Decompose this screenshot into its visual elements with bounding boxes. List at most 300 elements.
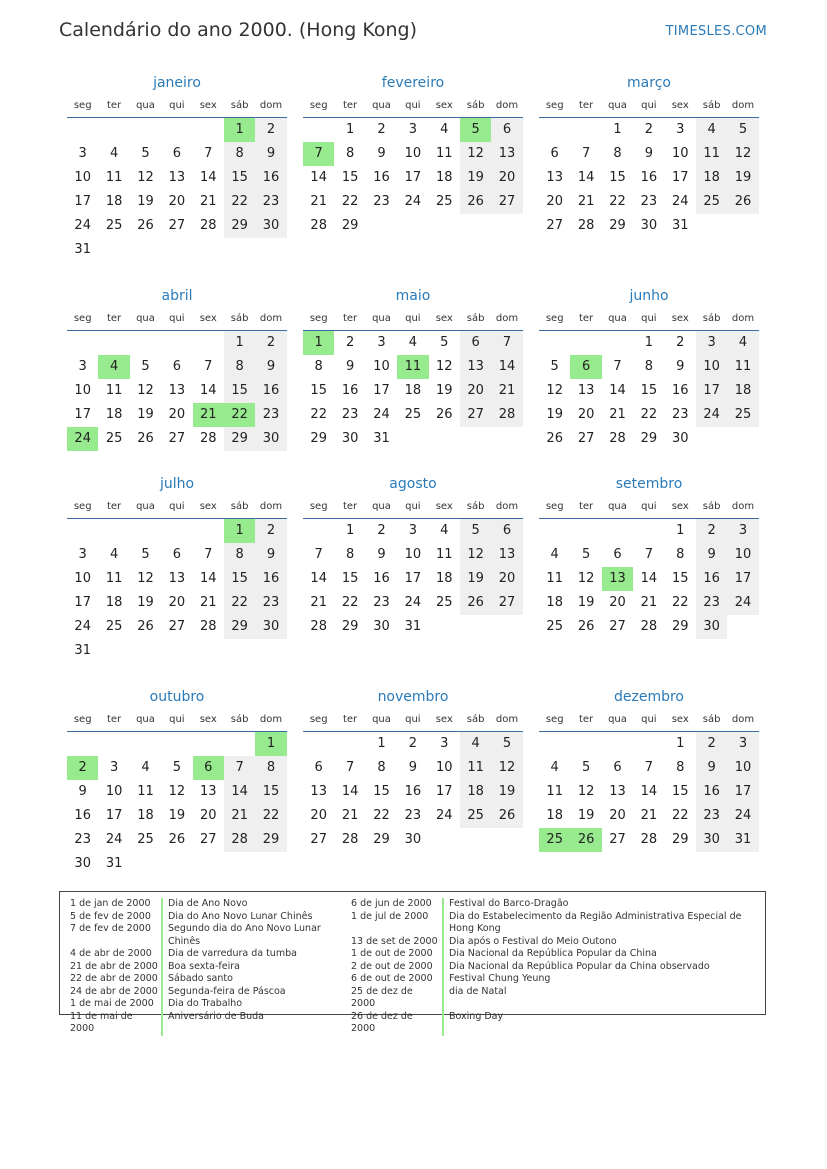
day-cell[interactable]: 4: [727, 331, 758, 355]
day-cell[interactable]: 5: [581, 547, 591, 562]
day-cell[interactable]: 31: [74, 643, 91, 658]
day-cell[interactable]: 3: [440, 736, 449, 751]
day-cell[interactable]: 13: [491, 543, 522, 567]
day-cell[interactable]: 29: [609, 218, 626, 233]
day-cell[interactable]: 12: [546, 383, 563, 398]
day-cell[interactable]: 18: [105, 595, 123, 610]
day-cell[interactable]: 4: [440, 523, 449, 538]
day-cell[interactable]: 9: [696, 543, 727, 567]
day-cell[interactable]: 20: [577, 407, 595, 422]
day-cell[interactable]: 26: [546, 431, 563, 446]
day-cell[interactable]: 18: [546, 595, 563, 610]
day-cell[interactable]: 15: [341, 170, 359, 185]
day-cell[interactable]: 10: [696, 355, 727, 379]
day-cell[interactable]: 10: [74, 571, 91, 586]
day-cell[interactable]: 2: [377, 122, 386, 137]
day-cell[interactable]: 19: [168, 808, 186, 823]
day-cell[interactable]: 3: [696, 331, 727, 355]
day-cell[interactable]: 24: [74, 619, 91, 634]
day-cell[interactable]: 18: [546, 808, 563, 823]
day-cell[interactable]: 11: [435, 547, 453, 562]
day-cell[interactable]: 10: [727, 543, 758, 567]
day-cell[interactable]: 4: [550, 547, 559, 562]
holiday-day-cell[interactable]: 2: [67, 756, 98, 780]
day-cell[interactable]: 17: [74, 407, 91, 422]
day-cell[interactable]: 19: [137, 595, 154, 610]
day-cell[interactable]: 27: [168, 218, 186, 233]
day-cell[interactable]: 14: [577, 170, 595, 185]
day-cell[interactable]: 8: [224, 355, 255, 379]
day-cell[interactable]: 11: [460, 756, 491, 780]
day-cell[interactable]: 24: [404, 595, 422, 610]
day-cell[interactable]: 5: [172, 760, 181, 775]
day-cell[interactable]: 14: [199, 571, 217, 586]
day-cell[interactable]: 19: [137, 194, 154, 209]
day-cell[interactable]: 1: [644, 335, 653, 350]
day-cell[interactable]: 12: [460, 543, 491, 567]
day-cell[interactable]: 12: [137, 170, 154, 185]
day-cell[interactable]: 12: [460, 142, 491, 166]
day-cell[interactable]: 19: [577, 595, 595, 610]
day-cell[interactable]: 20: [609, 595, 626, 610]
day-cell[interactable]: 27: [577, 431, 595, 446]
day-cell[interactable]: 26: [168, 832, 186, 847]
day-cell[interactable]: 30: [404, 832, 422, 847]
day-cell[interactable]: 11: [105, 383, 123, 398]
day-cell[interactable]: 21: [640, 595, 658, 610]
day-cell[interactable]: 22: [341, 595, 359, 610]
day-cell[interactable]: 4: [460, 732, 491, 756]
day-cell[interactable]: 9: [78, 784, 87, 799]
day-cell[interactable]: 2: [696, 732, 727, 756]
day-cell[interactable]: 13: [546, 170, 563, 185]
day-cell[interactable]: 3: [78, 146, 87, 161]
day-cell[interactable]: 29: [224, 427, 255, 451]
day-cell[interactable]: 22: [373, 808, 390, 823]
day-cell[interactable]: 2: [255, 331, 286, 355]
day-cell[interactable]: 20: [460, 379, 491, 403]
day-cell[interactable]: 27: [546, 218, 563, 233]
day-cell[interactable]: 25: [460, 804, 491, 828]
day-cell[interactable]: 27: [491, 591, 522, 615]
day-cell[interactable]: 8: [377, 760, 386, 775]
day-cell[interactable]: 5: [460, 519, 491, 543]
day-cell[interactable]: 14: [199, 383, 217, 398]
day-cell[interactable]: 28: [199, 431, 217, 446]
day-cell[interactable]: 12: [491, 756, 522, 780]
day-cell[interactable]: 2: [255, 519, 286, 543]
holiday-day-cell[interactable]: 1: [303, 331, 334, 355]
holiday-day-cell[interactable]: 6: [193, 756, 224, 780]
day-cell[interactable]: 16: [74, 808, 91, 823]
day-cell[interactable]: 28: [310, 619, 327, 634]
day-cell[interactable]: 9: [255, 543, 286, 567]
day-cell[interactable]: 2: [408, 736, 417, 751]
day-cell[interactable]: 22: [671, 595, 689, 610]
day-cell[interactable]: 27: [491, 190, 522, 214]
day-cell[interactable]: 12: [137, 383, 154, 398]
day-cell[interactable]: 23: [255, 591, 286, 615]
day-cell[interactable]: 8: [314, 359, 323, 374]
day-cell[interactable]: 11: [435, 146, 453, 161]
day-cell[interactable]: 14: [199, 170, 217, 185]
day-cell[interactable]: 22: [609, 194, 626, 209]
day-cell[interactable]: 5: [440, 335, 449, 350]
day-cell[interactable]: 1: [676, 523, 685, 538]
holiday-day-cell[interactable]: 1: [224, 118, 255, 142]
day-cell[interactable]: 8: [613, 146, 622, 161]
day-cell[interactable]: 28: [609, 431, 626, 446]
day-cell[interactable]: 9: [345, 359, 355, 374]
day-cell[interactable]: 3: [408, 122, 417, 137]
day-cell[interactable]: 14: [609, 383, 626, 398]
day-cell[interactable]: 21: [310, 595, 327, 610]
day-cell[interactable]: 18: [404, 383, 422, 398]
day-cell[interactable]: 17: [74, 595, 91, 610]
day-cell[interactable]: 14: [341, 784, 359, 799]
day-cell[interactable]: 20: [546, 194, 563, 209]
day-cell[interactable]: 22: [341, 194, 359, 209]
day-cell[interactable]: 22: [671, 808, 689, 823]
day-cell[interactable]: 14: [224, 780, 255, 804]
day-cell[interactable]: 15: [671, 571, 689, 586]
day-cell[interactable]: 26: [577, 619, 595, 634]
day-cell[interactable]: 23: [640, 194, 658, 209]
day-cell[interactable]: 25: [404, 407, 422, 422]
day-cell[interactable]: 31: [404, 619, 422, 634]
holiday-day-cell[interactable]: 5: [460, 118, 491, 142]
day-cell[interactable]: 22: [310, 407, 327, 422]
day-cell[interactable]: 7: [204, 547, 213, 562]
day-cell[interactable]: 12: [137, 571, 154, 586]
day-cell[interactable]: 8: [345, 547, 355, 562]
day-cell[interactable]: 30: [640, 218, 658, 233]
day-cell[interactable]: 8: [676, 760, 685, 775]
day-cell[interactable]: 13: [491, 142, 522, 166]
day-cell[interactable]: 16: [255, 166, 286, 190]
day-cell[interactable]: 5: [550, 359, 559, 374]
day-cell[interactable]: 31: [373, 431, 390, 446]
day-cell[interactable]: 5: [581, 760, 591, 775]
day-cell[interactable]: 11: [105, 571, 123, 586]
day-cell[interactable]: 21: [609, 407, 626, 422]
day-cell[interactable]: 11: [546, 571, 563, 586]
day-cell[interactable]: 27: [168, 619, 186, 634]
day-cell[interactable]: 6: [491, 118, 522, 142]
day-cell[interactable]: 8: [676, 547, 685, 562]
day-cell[interactable]: 11: [696, 142, 727, 166]
day-cell[interactable]: 28: [310, 218, 327, 233]
day-cell[interactable]: 1: [613, 122, 622, 137]
day-cell[interactable]: 11: [137, 784, 154, 799]
day-cell[interactable]: 15: [224, 166, 255, 190]
day-cell[interactable]: 7: [613, 359, 622, 374]
day-cell[interactable]: 17: [696, 379, 727, 403]
day-cell[interactable]: 29: [255, 828, 286, 852]
day-cell[interactable]: 10: [671, 146, 689, 161]
day-cell[interactable]: 29: [671, 619, 689, 634]
day-cell[interactable]: 25: [435, 595, 453, 610]
day-cell[interactable]: 11: [546, 784, 563, 799]
day-cell[interactable]: 5: [141, 359, 150, 374]
day-cell[interactable]: 21: [199, 595, 217, 610]
day-cell[interactable]: 29: [224, 214, 255, 238]
holiday-day-cell[interactable]: 22: [224, 403, 255, 427]
day-cell[interactable]: 22: [255, 804, 286, 828]
day-cell[interactable]: 8: [345, 146, 355, 161]
day-cell[interactable]: 14: [310, 571, 327, 586]
day-cell[interactable]: 13: [199, 784, 217, 799]
day-cell[interactable]: 4: [109, 146, 119, 161]
day-cell[interactable]: 30: [74, 856, 91, 871]
day-cell[interactable]: 6: [613, 760, 622, 775]
day-cell[interactable]: 3: [676, 122, 685, 137]
day-cell[interactable]: 19: [137, 407, 154, 422]
day-cell[interactable]: 1: [676, 736, 685, 751]
day-cell[interactable]: 5: [141, 547, 150, 562]
day-cell[interactable]: 9: [255, 142, 286, 166]
day-cell[interactable]: 17: [404, 170, 422, 185]
day-cell[interactable]: 19: [577, 808, 595, 823]
day-cell[interactable]: 9: [696, 756, 727, 780]
day-cell[interactable]: 6: [172, 146, 181, 161]
day-cell[interactable]: 24: [435, 808, 453, 823]
day-cell[interactable]: 20: [491, 567, 522, 591]
day-cell[interactable]: 18: [696, 166, 727, 190]
day-cell[interactable]: 18: [105, 407, 123, 422]
day-cell[interactable]: 15: [255, 780, 286, 804]
day-cell[interactable]: 23: [341, 407, 359, 422]
day-cell[interactable]: 7: [644, 760, 653, 775]
day-cell[interactable]: 15: [224, 379, 255, 403]
day-cell[interactable]: 30: [696, 615, 727, 639]
day-cell[interactable]: 15: [224, 567, 255, 591]
day-cell[interactable]: 6: [172, 359, 181, 374]
day-cell[interactable]: 1: [224, 331, 255, 355]
day-cell[interactable]: 16: [671, 383, 689, 398]
brand-logo-text[interactable]: TIMESLES.COM: [665, 24, 767, 39]
day-cell[interactable]: 8: [644, 359, 653, 374]
day-cell[interactable]: 27: [310, 832, 327, 847]
day-cell[interactable]: 3: [727, 519, 758, 543]
day-cell[interactable]: 31: [105, 856, 123, 871]
day-cell[interactable]: 30: [671, 431, 689, 446]
day-cell[interactable]: 10: [404, 146, 422, 161]
day-cell[interactable]: 15: [373, 784, 390, 799]
holiday-day-cell[interactable]: 25: [539, 828, 570, 852]
day-cell[interactable]: 4: [440, 122, 449, 137]
day-cell[interactable]: 25: [105, 431, 123, 446]
day-cell[interactable]: 13: [460, 355, 491, 379]
day-cell[interactable]: 13: [168, 170, 186, 185]
day-cell[interactable]: 17: [373, 383, 390, 398]
day-cell[interactable]: 28: [577, 218, 595, 233]
day-cell[interactable]: 15: [341, 571, 359, 586]
day-cell[interactable]: 20: [199, 808, 217, 823]
day-cell[interactable]: 10: [74, 383, 91, 398]
day-cell[interactable]: 6: [613, 547, 622, 562]
day-cell[interactable]: 29: [640, 431, 658, 446]
day-cell[interactable]: 28: [491, 403, 522, 427]
day-cell[interactable]: 7: [644, 547, 653, 562]
day-cell[interactable]: 31: [727, 828, 758, 852]
day-cell[interactable]: 24: [727, 591, 758, 615]
day-cell[interactable]: 11: [727, 355, 758, 379]
day-cell[interactable]: 22: [224, 190, 255, 214]
day-cell[interactable]: 17: [727, 567, 758, 591]
day-cell[interactable]: 30: [373, 619, 390, 634]
day-cell[interactable]: 20: [168, 194, 186, 209]
day-cell[interactable]: 17: [105, 808, 123, 823]
day-cell[interactable]: 26: [137, 619, 154, 634]
day-cell[interactable]: 26: [460, 591, 491, 615]
day-cell[interactable]: 10: [727, 756, 758, 780]
day-cell[interactable]: 23: [671, 407, 689, 422]
day-cell[interactable]: 12: [727, 142, 758, 166]
day-cell[interactable]: 27: [199, 832, 217, 847]
day-cell[interactable]: 25: [435, 194, 453, 209]
day-cell[interactable]: 7: [581, 146, 591, 161]
day-cell[interactable]: 20: [168, 407, 186, 422]
day-cell[interactable]: 1: [345, 523, 355, 538]
day-cell[interactable]: 31: [74, 242, 91, 257]
day-cell[interactable]: 14: [640, 571, 658, 586]
day-cell[interactable]: 25: [696, 190, 727, 214]
day-cell[interactable]: 2: [676, 335, 685, 350]
day-cell[interactable]: 29: [224, 615, 255, 639]
day-cell[interactable]: 26: [491, 804, 522, 828]
day-cell[interactable]: 10: [74, 170, 91, 185]
day-cell[interactable]: 9: [377, 146, 386, 161]
day-cell[interactable]: 21: [199, 194, 217, 209]
day-cell[interactable]: 18: [435, 170, 453, 185]
day-cell[interactable]: 7: [491, 331, 522, 355]
day-cell[interactable]: 26: [137, 218, 154, 233]
day-cell[interactable]: 26: [435, 407, 453, 422]
day-cell[interactable]: 26: [460, 190, 491, 214]
holiday-day-cell[interactable]: 24: [67, 427, 98, 451]
day-cell[interactable]: 2: [644, 122, 653, 137]
day-cell[interactable]: 6: [314, 760, 323, 775]
day-cell[interactable]: 21: [341, 808, 359, 823]
day-cell[interactable]: 4: [109, 547, 119, 562]
day-cell[interactable]: 6: [460, 331, 491, 355]
day-cell[interactable]: 7: [204, 359, 213, 374]
day-cell[interactable]: 14: [310, 170, 327, 185]
day-cell[interactable]: 2: [255, 118, 286, 142]
day-cell[interactable]: 10: [404, 547, 422, 562]
day-cell[interactable]: 16: [696, 780, 727, 804]
day-cell[interactable]: 27: [460, 403, 491, 427]
day-cell[interactable]: 10: [435, 760, 453, 775]
day-cell[interactable]: 4: [141, 760, 150, 775]
day-cell[interactable]: 28: [640, 832, 658, 847]
day-cell[interactable]: 7: [224, 756, 255, 780]
day-cell[interactable]: 9: [644, 146, 653, 161]
day-cell[interactable]: 28: [199, 619, 217, 634]
holiday-day-cell[interactable]: 6: [570, 355, 601, 379]
day-cell[interactable]: 29: [310, 431, 327, 446]
day-cell[interactable]: 25: [105, 218, 123, 233]
day-cell[interactable]: 22: [640, 407, 658, 422]
day-cell[interactable]: 24: [74, 218, 91, 233]
day-cell[interactable]: 13: [609, 784, 626, 799]
day-cell[interactable]: 27: [168, 431, 186, 446]
day-cell[interactable]: 2: [345, 335, 355, 350]
day-cell[interactable]: 13: [310, 784, 327, 799]
day-cell[interactable]: 28: [224, 828, 255, 852]
day-cell[interactable]: 23: [696, 804, 727, 828]
day-cell[interactable]: 8: [224, 543, 255, 567]
day-cell[interactable]: 7: [204, 146, 213, 161]
day-cell[interactable]: 15: [310, 383, 327, 398]
day-cell[interactable]: 25: [137, 832, 154, 847]
day-cell[interactable]: 16: [255, 379, 286, 403]
day-cell[interactable]: 14: [491, 355, 522, 379]
holiday-day-cell[interactable]: 1: [224, 519, 255, 543]
holiday-day-cell[interactable]: 13: [602, 567, 633, 591]
day-cell[interactable]: 5: [727, 118, 758, 142]
day-cell[interactable]: 21: [640, 808, 658, 823]
day-cell[interactable]: 3: [78, 359, 87, 374]
day-cell[interactable]: 23: [696, 591, 727, 615]
day-cell[interactable]: 16: [373, 571, 390, 586]
holiday-day-cell[interactable]: 7: [303, 142, 334, 166]
day-cell[interactable]: 15: [671, 784, 689, 799]
day-cell[interactable]: 7: [314, 547, 323, 562]
day-cell[interactable]: 19: [491, 780, 522, 804]
day-cell[interactable]: 29: [671, 832, 689, 847]
day-cell[interactable]: 27: [609, 619, 626, 634]
day-cell[interactable]: 24: [373, 407, 390, 422]
day-cell[interactable]: 16: [696, 567, 727, 591]
day-cell[interactable]: 30: [255, 615, 286, 639]
day-cell[interactable]: 26: [727, 190, 758, 214]
day-cell[interactable]: 6: [550, 146, 559, 161]
day-cell[interactable]: 23: [404, 808, 422, 823]
day-cell[interactable]: 31: [671, 218, 689, 233]
holiday-day-cell[interactable]: 26: [570, 828, 601, 852]
day-cell[interactable]: 16: [404, 784, 422, 799]
day-cell[interactable]: 6: [172, 547, 181, 562]
day-cell[interactable]: 20: [609, 808, 626, 823]
day-cell[interactable]: 28: [199, 218, 217, 233]
day-cell[interactable]: 30: [341, 431, 359, 446]
day-cell[interactable]: 30: [696, 828, 727, 852]
day-cell[interactable]: 16: [640, 170, 658, 185]
day-cell[interactable]: 24: [727, 804, 758, 828]
day-cell[interactable]: 17: [74, 194, 91, 209]
day-cell[interactable]: 24: [671, 194, 689, 209]
day-cell[interactable]: 15: [640, 383, 658, 398]
day-cell[interactable]: 9: [255, 355, 286, 379]
holiday-day-cell[interactable]: 1: [255, 732, 286, 756]
day-cell[interactable]: 21: [310, 194, 327, 209]
day-cell[interactable]: 23: [74, 832, 91, 847]
day-cell[interactable]: 12: [577, 784, 595, 799]
day-cell[interactable]: 2: [377, 523, 386, 538]
day-cell[interactable]: 29: [341, 218, 359, 233]
day-cell[interactable]: 9: [408, 760, 417, 775]
day-cell[interactable]: 22: [224, 591, 255, 615]
day-cell[interactable]: 15: [609, 170, 626, 185]
day-cell[interactable]: 21: [224, 804, 255, 828]
day-cell[interactable]: 20: [491, 166, 522, 190]
day-cell[interactable]: 12: [577, 571, 595, 586]
day-cell[interactable]: 25: [105, 619, 123, 634]
day-cell[interactable]: 5: [491, 732, 522, 756]
day-cell[interactable]: 19: [460, 567, 491, 591]
